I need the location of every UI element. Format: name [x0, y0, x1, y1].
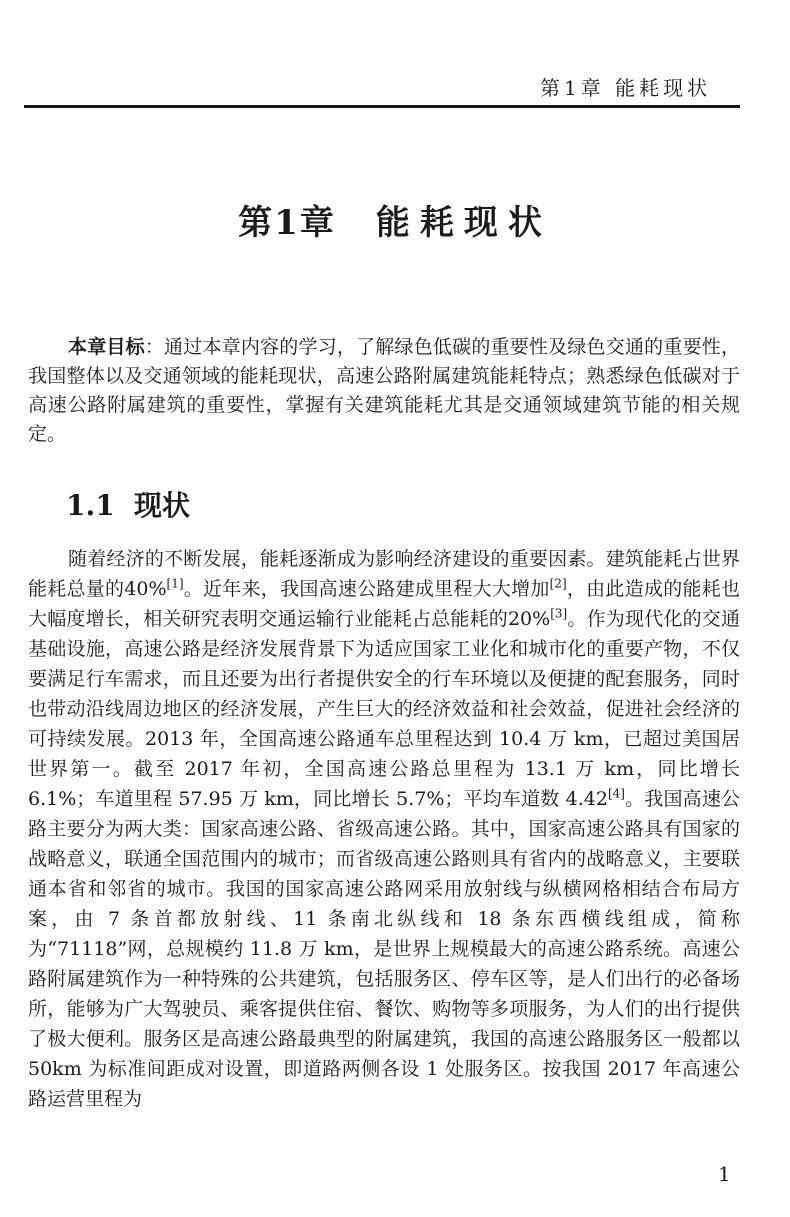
- objective-label: 本章目标: [68, 336, 145, 358]
- paragraph-text: 。我国高速公路主要分为两大类：国家高速公路、省级高速公路。其中，国家高速公路具有国家的战略意义，联通全国范围内的城市；而省级高速公路则具有省内的战略意义，主要联通本省和邻省的城市。我国的国家高速公路网采用放射线与纵横网格相结合布局方案，由 7 条首都放射线、11 条南北纵线和 18 条东西横线组成，简称为“71118”网，总规模约 11.8 万 km，是世界上规模最大的高速公路系统。高速公路附属建筑作为一种特殊的公共建筑，包括服务区、停车区等，是人们出行的必备场所，能够为广大驾驶员、乘客提供住宿、餐饮、购物等多项服务，为人们的出行提供了极大便利。服务区是高速公路最典型的附属建筑，我国的高速公路服务区一般都以 50km 为标准间距成对设置，即道路两侧各设 1 处服务区。按我国 2017 年高速公路运营里程为: [28, 788, 740, 1110]
- citation-ref[interactable]: [2]: [549, 576, 567, 591]
- paragraph-text: 。作为现代化的交通基础设施，高速公路是经济发展背景下为适应国家工业化和城市化的重要产物，不仅要满足行车需求，而且还要为出行者提供安全的行车环境以及便捷的配套服务，同时也带动沿线周边地区的经济发展，产生巨大的经济效益和社会效益，促进社会经济的可持续发展。2013 年，全国高速公路通车总里程达到 10.4 万 km，已超过美国居世界第一。截至 2017 年初，全国高速公路总里程为 13.1 万 km，同比增长 6.1%；车道里程 57.95 万 km，同比增长 5.7%；平均车道数 4.42: [28, 608, 740, 810]
- objective-text: ：通过本章内容的学习，了解绿色低碳的重要性及绿色交通的重要性，我国整体以及交通领域的能耗现状，高速公路附属建筑能耗特点；熟悉绿色低碳对于高速公路附属建筑的重要性，掌握有关建筑能耗尤其是交通领域建筑节能的相关规定。: [28, 336, 740, 445]
- chapter-objective: [28, 333, 740, 449]
- chapter-title: [0, 195, 790, 244]
- paragraph-text: 随着经济的不断发展，能耗逐渐成为影响经济建设的重要因素。建筑能耗占世界能耗总量的40%: [28, 548, 740, 600]
- chapter-number: 第1章: [238, 203, 336, 243]
- section-number: 1.1: [66, 489, 115, 522]
- body-paragraph: [28, 544, 740, 1114]
- citation-ref[interactable]: [1]: [166, 576, 184, 591]
- section-heading: [66, 484, 190, 524]
- paragraph-text: 。近年来，我国高速公路建成里程大大增加: [183, 578, 550, 600]
- citation-ref[interactable]: [4]: [607, 786, 625, 801]
- running-header: 第1章 能耗现状: [540, 76, 712, 100]
- chapter-name: 能耗现状: [375, 203, 552, 243]
- page-number: 1: [718, 1162, 731, 1186]
- citation-ref[interactable]: [3]: [550, 606, 568, 621]
- header-rule: [24, 105, 740, 108]
- paragraph-text: ，由此造成的能耗也大幅度增长，相关研究表明交通运输行业能耗占总能耗的20%: [28, 578, 740, 630]
- section-title: 现状: [134, 489, 191, 522]
